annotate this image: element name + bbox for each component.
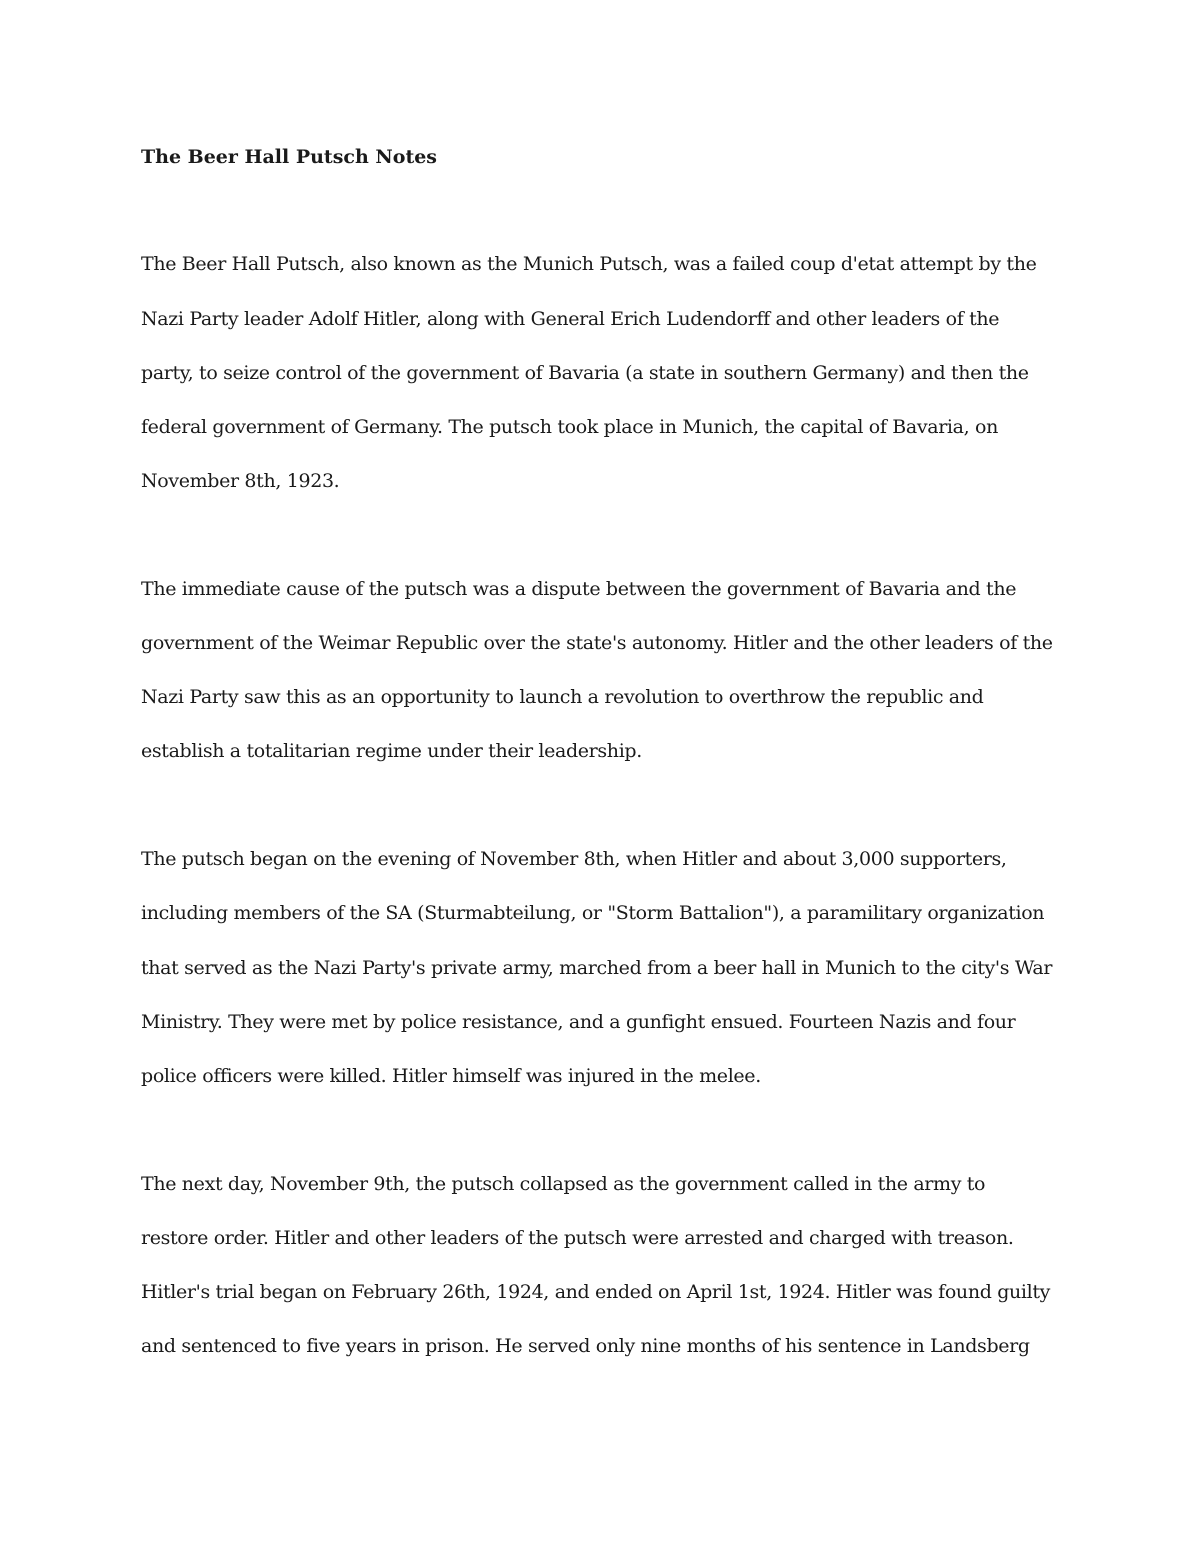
paragraph-3-line-2: including members of the SA (Sturmabteilung, or "Storm Battalion"), a paramilitary organization xyxy=(141,902,1045,924)
paragraph-1-line-4: federal government of Germany. The putsch took place in Munich, the capital of Bavaria, on xyxy=(141,416,998,438)
paragraph-1-line-2: Nazi Party leader Adolf Hitler, along with General Erich Ludendorff and other leaders of the xyxy=(141,308,1000,330)
paragraph-4-line-4: and sentenced to five years in prison. He served only nine months of his sentence in Landsberg xyxy=(141,1335,1030,1357)
paragraph-1-line-1: The Beer Hall Putsch, also known as the Munich Putsch, was a failed coup d'etat attempt by the xyxy=(141,253,1037,275)
paragraph-3-line-5: police officers were killed. Hitler himself was injured in the melee. xyxy=(141,1065,761,1087)
paragraph-4-line-3: Hitler's trial began on February 26th, 1924, and ended on April 1st, 1924. Hitler was found guilty xyxy=(141,1281,1051,1303)
paragraph-2-line-1: The immediate cause of the putsch was a dispute between the government of Bavaria and the xyxy=(141,578,1017,600)
document-title: The Beer Hall Putsch Notes xyxy=(141,146,438,168)
paragraph-4-line-2: restore order. Hitler and other leaders of the putsch were arrested and charged with treason. xyxy=(141,1227,1014,1249)
paragraph-2-line-2: government of the Weimar Republic over the state's autonomy. Hitler and the other leaders of the xyxy=(141,632,1053,654)
paragraph-3-line-1: The putsch began on the evening of November 8th, when Hitler and about 3,000 supporters, xyxy=(141,848,1007,870)
paragraph-3-line-4: Ministry. They were met by police resistance, and a gunfight ensued. Fourteen Nazis and four xyxy=(141,1011,1016,1033)
paragraph-1-line-5: November 8th, 1923. xyxy=(141,470,340,492)
paragraph-2-line-4: establish a totalitarian regime under their leadership. xyxy=(141,740,642,762)
paragraph-4-line-1: The next day, November 9th, the putsch collapsed as the government called in the army to xyxy=(141,1173,986,1195)
paragraph-1-line-3: party, to seize control of the government of Bavaria (a state in southern Germany) and then the xyxy=(141,362,1029,384)
paragraph-3-line-3: that served as the Nazi Party's private army, marched from a beer hall in Munich to the city's War xyxy=(141,957,1053,979)
paragraph-2-line-3: Nazi Party saw this as an opportunity to launch a revolution to overthrow the republic and xyxy=(141,686,984,708)
